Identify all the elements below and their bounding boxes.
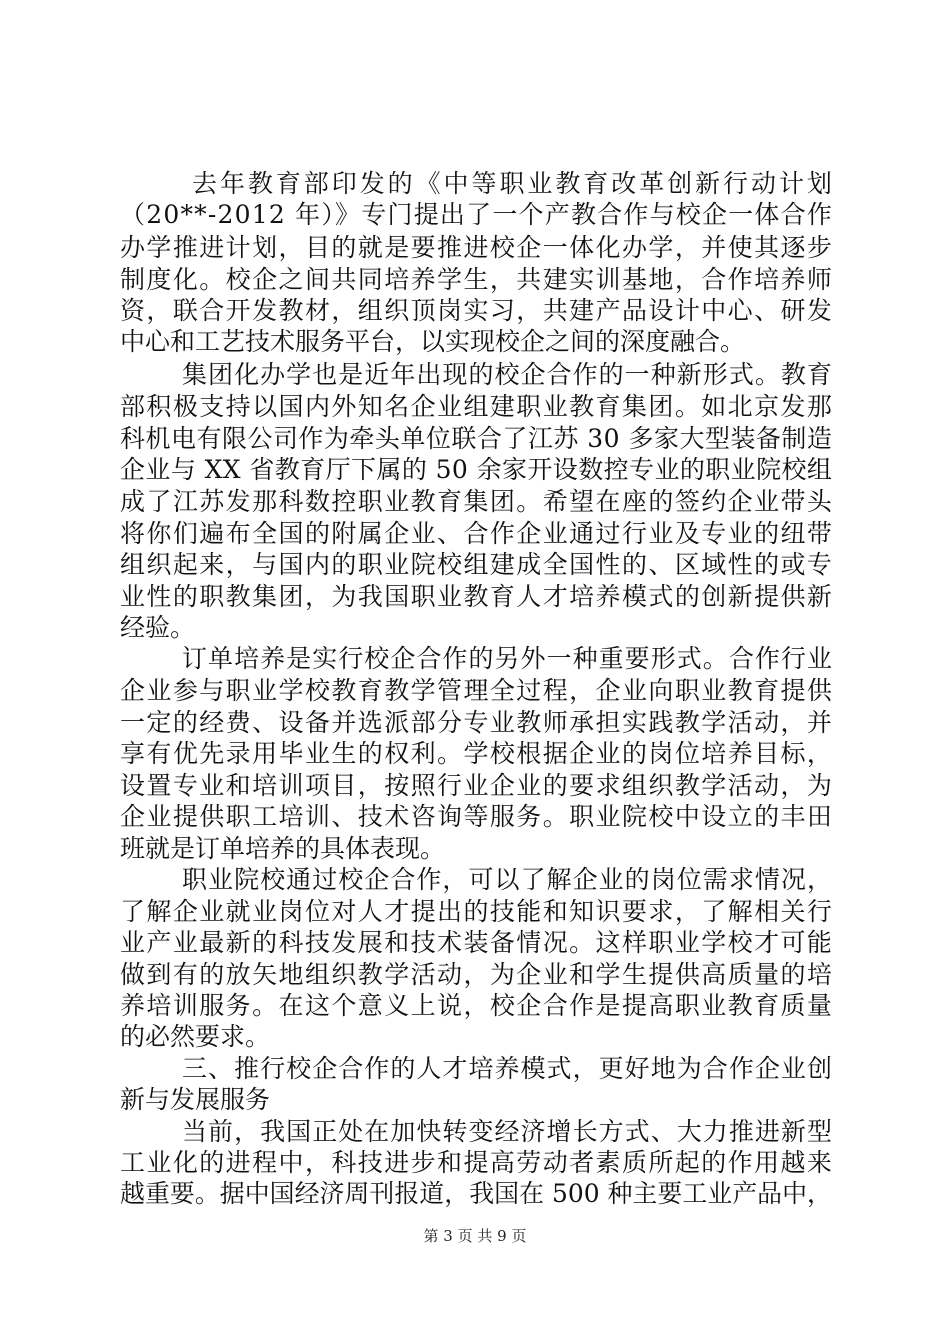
text-line: 企业参与职业学校教育教学管理全过程，企业向职业教育提供 <box>120 676 834 705</box>
text-line: 新与发展服务 <box>120 1085 271 1114</box>
text-line: 科机电有限公司作为牵头单位联合了江苏 30 多家大型装备制造 <box>120 424 833 453</box>
text-line: 越重要。据中国经济周刊报道，我国在 500 种主要工业产品中， <box>120 1179 832 1208</box>
text-line: 成了江苏发那科数控职业教育集团。希望在座的签约企业带头 <box>120 487 834 516</box>
text-line: 企业提供职工培训、技术咨询等服务。职业院校中设立的丰田 <box>120 802 834 831</box>
text-line: （20**-2012 年）》专门提出了一个产教合作与校企一体合作 <box>120 200 834 229</box>
text-line: 去年教育部印发的《中等职业教育改革创新行动计划 <box>192 169 835 198</box>
text-line: 中心和工艺技术服务平台，以实现校企之间的深度融合。 <box>120 327 746 356</box>
text-line: 工业化的进程中，科技进步和提高劳动者素质所起的作用越来 <box>120 1148 834 1177</box>
text-line: 当前，我国正处在加快转变经济增长方式、大力推进新型 <box>182 1117 834 1146</box>
text-line: 资，联合开发教材，组织顶岗实习，共建产品设计中心、研发 <box>120 296 834 325</box>
text-line: 经验。 <box>120 613 196 642</box>
text-line: 做到有的放矢地组织教学活动，为企业和学生提供高质量的培 <box>120 960 834 989</box>
text-line: 业性的职教集团，为我国职业教育人才培养模式的创新提供新 <box>120 582 834 611</box>
text-line: 将你们遍布全国的附属企业、合作企业通过行业及专业的纽带 <box>120 519 834 548</box>
text-line: 制度化。校企之间共同培养学生，共建实训基地，合作培养师 <box>120 265 834 294</box>
text-line: 一定的经费、设备并选派部分专业教师承担实践教学活动，并 <box>120 708 834 737</box>
text-line: 集团化办学也是近年出现的校企合作的一种新形式。教育 <box>182 360 834 389</box>
text-line: 组织起来，与国内的职业院校组建成全国性的、区域性的或专 <box>120 550 834 579</box>
text-line: 设置专业和培训项目，按照行业企业的要求组织教学活动，为 <box>120 771 834 800</box>
text-line: 职业院校通过校企合作，可以了解企业的岗位需求情况， <box>182 865 834 894</box>
text-line: 享有优先录用毕业生的权利。学校根据企业的岗位培养目标， <box>120 739 834 768</box>
text-line: 养培训服务。在这个意义上说，校企合作是提高职业教育质量 <box>120 991 834 1020</box>
page-footer: 第 3 页 共 9 页 <box>423 1227 527 1245</box>
text-line: 部积极支持以国内外知名企业组建职业教育集团。如北京发那 <box>120 392 834 421</box>
text-line: 订单培养是实行校企合作的另外一种重要形式。合作行业 <box>182 644 834 673</box>
text-line: 班就是订单培养的具体表现。 <box>120 834 446 863</box>
text-line: 了解企业就业岗位对人才提出的技能和知识要求，了解相关行 <box>120 897 834 926</box>
text-line: 的必然要求。 <box>120 1022 271 1051</box>
text-line: 企业与 XX 省教育厅下属的 50 余家开设数控专业的职业院校组 <box>120 455 833 484</box>
text-line: 业产业最新的科技发展和技术装备情况。这样职业学校才可能 <box>120 928 834 957</box>
text-line: 办学推进计划，目的就是要推进校企一体化办学，并使其逐步 <box>120 233 834 262</box>
text-line: 三、推行校企合作的人才培养模式，更好地为合作企业创 <box>182 1054 834 1083</box>
